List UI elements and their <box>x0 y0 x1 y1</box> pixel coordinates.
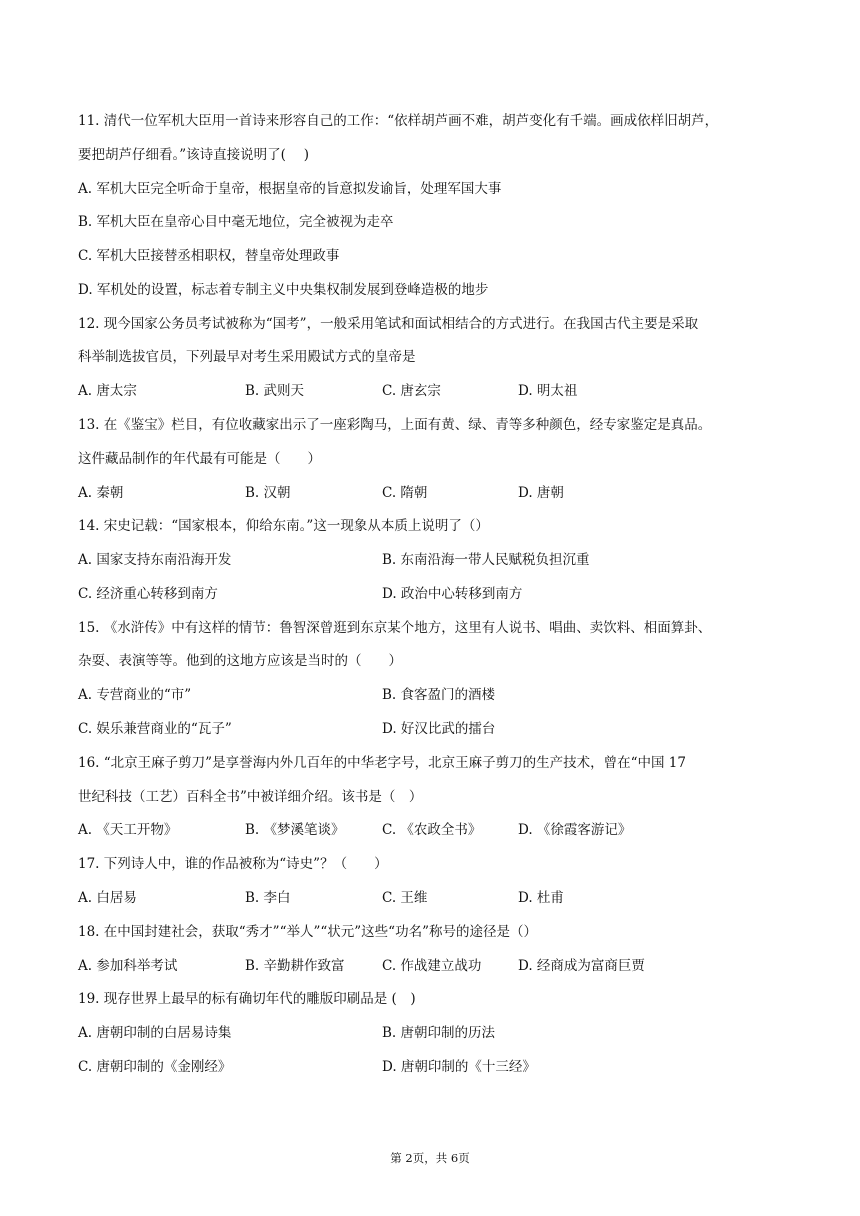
question-11-stem-line-1: 11. 清代一位军机大臣用一首诗来形容自己的工作：“依样胡芦画不难，胡芦变化有千端。画成依样旧胡芦， <box>78 113 719 129</box>
question-16-option-c: C. 《农政全书》 <box>382 822 482 838</box>
question-15-option-c: C. 娱乐兼营商业的“瓦子” <box>78 721 232 737</box>
question-19-stem: 19. 现存世界上最早的标有确切年代的雕版印刷品是 ( ) <box>78 991 416 1007</box>
question-11-option-d: D. 军机处的设置，标志着专制主义中央集权制发展到登峰造极的地步 <box>78 282 489 298</box>
question-16-option-a: A. 《天工开物》 <box>78 822 178 838</box>
question-11-stem-line-2: 要把胡芦仔细看。”该诗直接说明了( ) <box>78 147 309 163</box>
question-12-option-b: B. 武则天 <box>245 383 305 399</box>
question-19-option-d: D. 唐朝印制的《十三经》 <box>382 1059 536 1075</box>
question-16-option-b: B. 《梦溪笔谈》 <box>245 822 345 838</box>
question-18-option-a: A. 参加科举考试 <box>78 958 178 974</box>
question-14-stem: 14. 宋史记载：“国家根本，仰给东南。”这一现象从本质上说明了（） <box>78 518 489 534</box>
question-14-option-b: B. 东南沿海一带人民赋税负担沉重 <box>382 552 590 568</box>
question-12-option-d: D. 明太祖 <box>518 383 578 399</box>
question-12-option-a: A. 唐太宗 <box>78 383 137 399</box>
question-16-stem-line-2: 世纪科技（工艺）百科全书”中被详细介绍。该书是（ ） <box>78 789 423 805</box>
question-16-stem-line-1: 16. “北京王麻子剪刀”是享誉海内外几百年的中华老字号，北京王麻子剪刀的生产技术，曾在“中国 17 <box>78 755 686 771</box>
question-19-option-a: A. 唐朝印制的白居易诗集 <box>78 1025 232 1041</box>
question-13-option-b: B. 汉朝 <box>245 485 291 501</box>
question-12-stem-line-2: 科举制选拔官员，下列最早对考生采用殿试方式的皇帝是 <box>78 349 416 365</box>
question-14-option-a: A. 国家支持东南沿海开发 <box>78 552 232 568</box>
question-11-option-b: B. 军机大臣在皇帝心目中毫无地位，完全被视为走卒 <box>78 214 394 230</box>
question-15-option-b: B. 食客盈门的酒楼 <box>382 687 496 703</box>
page-footer: 第 2页，共 6页 <box>390 1151 470 1165</box>
question-19-option-b: B. 唐朝印制的历法 <box>382 1025 496 1041</box>
question-13-stem-line-2: 这件藏品制作的年代最有可能是（ ） <box>78 451 321 467</box>
question-18-option-c: C. 作战建立战功 <box>382 958 482 974</box>
question-18-stem: 18. 在中国封建社会，获取“秀才”“举人”“状元”这些“功名”称号的途径是（） <box>78 924 537 940</box>
question-16-option-d: D. 《徐霞客游记》 <box>518 822 632 838</box>
question-17-option-c: C. 王维 <box>382 890 428 906</box>
question-15-option-d: D. 好汉比武的擂台 <box>382 721 496 737</box>
question-12-option-c: C. 唐玄宗 <box>382 383 441 399</box>
question-13-option-c: C. 隋朝 <box>382 485 428 501</box>
question-15-stem-line-1: 15. 《水浒传》中有这样的情节：鲁智深曾逛到东京某个地方，这里有人说书、唱曲、卖饮料、相面算卦、 <box>78 620 712 636</box>
question-13-option-a: A. 秦朝 <box>78 485 124 501</box>
question-15-option-a: A. 专营商业的“市” <box>78 687 192 703</box>
question-17-stem: 17. 下列诗人中，谁的作品被称为“诗史”？（ ） <box>78 856 388 872</box>
question-13-option-d: D. 唐朝 <box>518 485 564 501</box>
question-14-option-c: C. 经济重心转移到南方 <box>78 586 218 602</box>
question-14-option-d: D. 政治中心转移到南方 <box>382 586 523 602</box>
question-11-option-c: C. 军机大臣接替丞相职权，替皇帝处理政事 <box>78 248 340 264</box>
question-18-option-d: D. 经商成为富商巨贾 <box>518 958 645 974</box>
question-12-stem-line-1: 12. 现今国家公务员考试被称为“国考”，一般采用笔试和面试相结合的方式进行。在我国古代主要是采取 <box>78 316 699 332</box>
question-13-stem-line-1: 13. 在《鉴宝》栏目，有位收藏家出示了一座彩陶马，上面有黄、绿、青等多种颜色，经专家鉴定是真品。 <box>78 417 712 433</box>
question-17-option-a: A. 白居易 <box>78 890 137 906</box>
question-18-option-b: B. 辛勤耕作致富 <box>245 958 345 974</box>
question-11-option-a: A. 军机大臣完全听命于皇帝，根据皇帝的旨意拟发谕旨，处理军国大事 <box>78 181 502 197</box>
question-19-option-c: C. 唐朝印制的《金刚经》 <box>78 1059 232 1075</box>
question-15-stem-line-2: 杂耍、表演等等。他到的这地方应该是当时的（ ） <box>78 653 402 669</box>
question-17-option-d: D. 杜甫 <box>518 890 564 906</box>
question-17-option-b: B. 李白 <box>245 890 291 906</box>
